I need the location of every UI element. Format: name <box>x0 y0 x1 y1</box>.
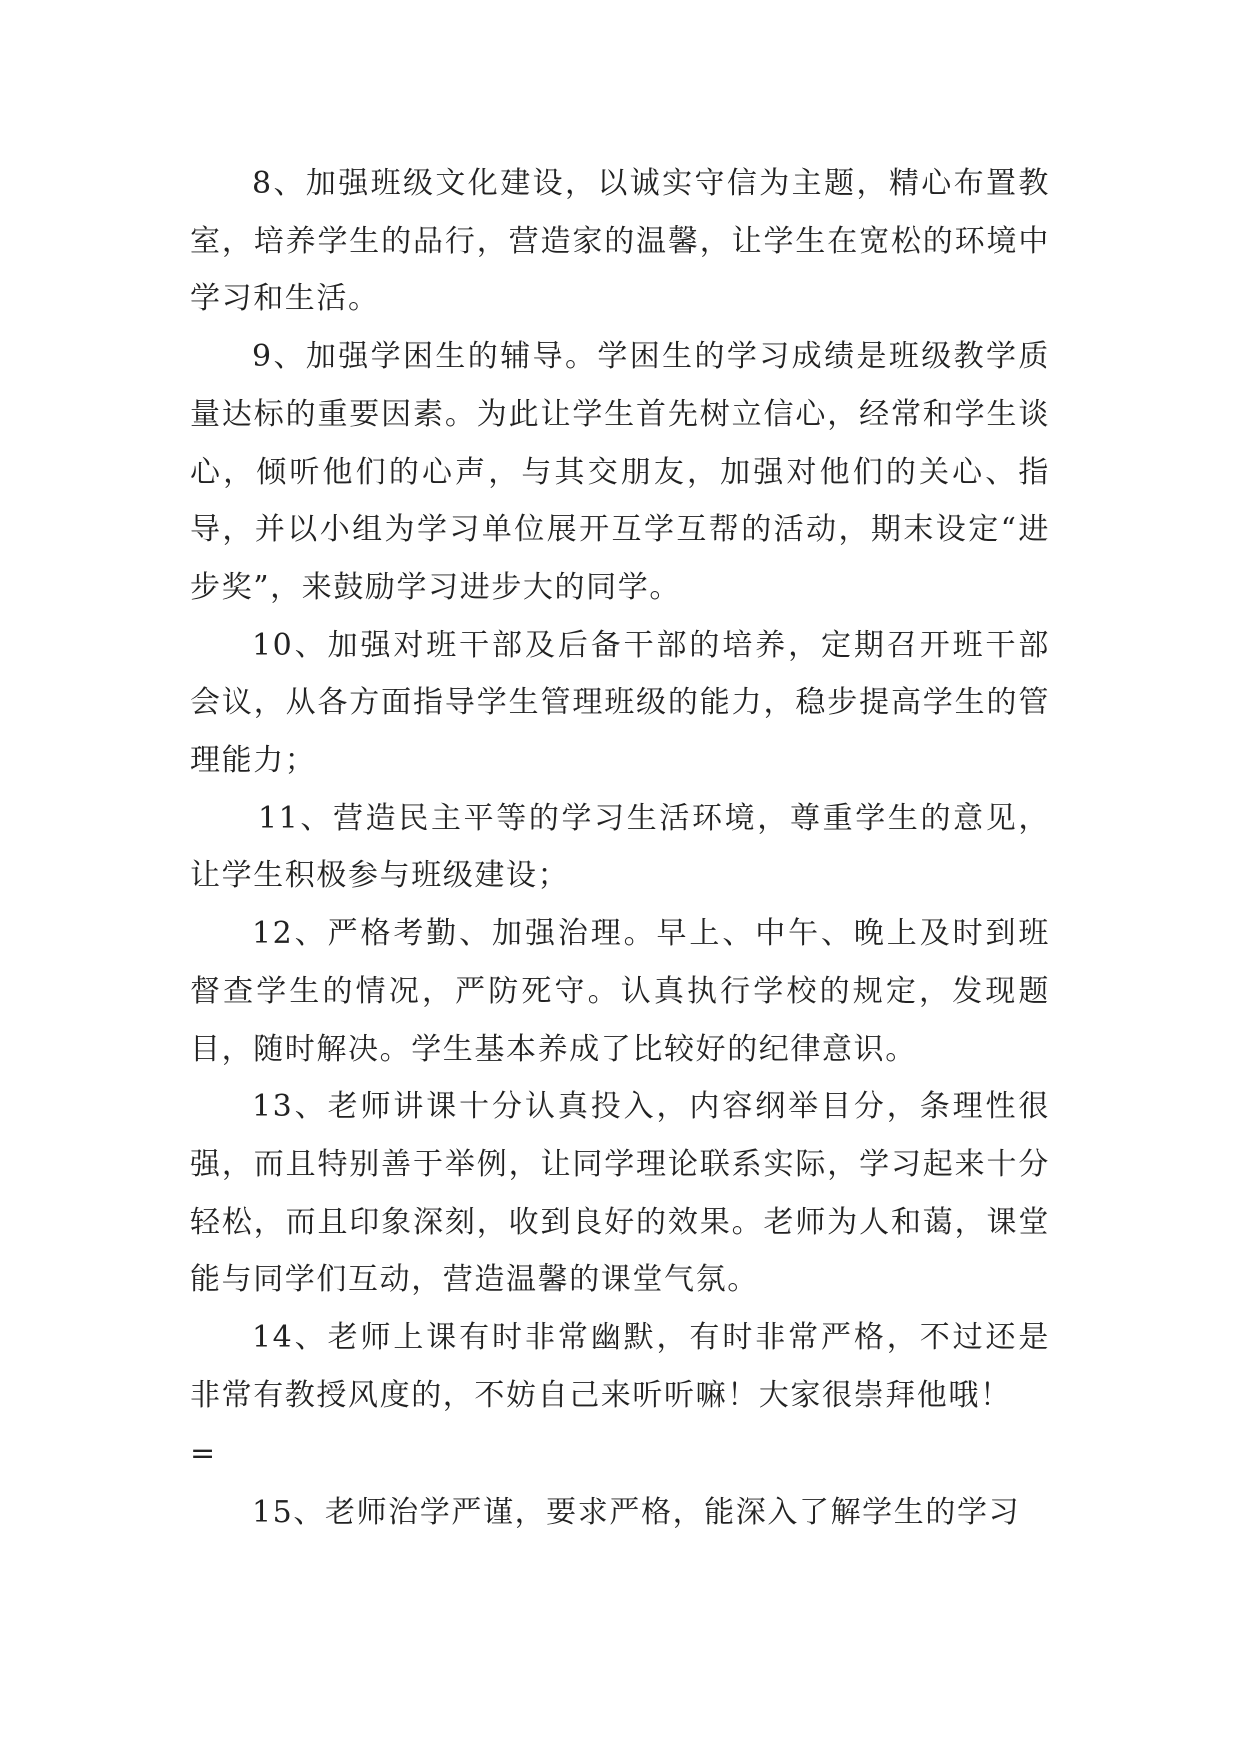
paragraph-13: 13、老师讲课十分认真投入，内容纲举目分，条理性很强，而且特别善于举例，让同学理论联系实际，学习起来十分轻松，而且印象深刻，收到良好的效果。老师为人和蔼，课堂能与同学们互动，营造温馨的课堂气氛。 <box>190 1089 1050 1298</box>
paragraph-15: 15、老师治学严谨，要求严格，能深入了解学生的学习 <box>252 1495 1021 1531</box>
paragraph-10: 10、加强对班干部及后备干部的培养，定期召开班干部会议，从各方面指导学生管理班级的能力，稳步提高学生的管理能力； <box>190 627 1050 779</box>
paragraph-14: 14、老师上课有时非常幽默，有时非常严格，不过还是非常有教授风度的，不妨自己来听听嘛！大家很崇拜他哦！ <box>190 1320 1050 1413</box>
paragraph-12: 12、严格考勤、加强治理。早上、中午、晚上及时到班督查学生的情况，严防死守。认真执行学校的规定，发现题目，随时解决。学生基本养成了比较好的纪律意识。 <box>190 916 1050 1067</box>
paragraph-11: 11、营造民主平等的学习生活环境，尊重学生的意见，让学生积极参与班级建设； <box>190 800 1050 894</box>
document-body <box>190 155 1050 1542</box>
paragraph-8: 8、加强班级文化建设，以诚实守信为主题，精心布置教室，培养学生的品行，营造家的温馨，让学生在宽松的环境中学习和生活。 <box>190 166 1050 317</box>
paragraph-14-tail: = <box>190 1436 217 1472</box>
paragraph-9: 9、加强学困生的辅导。学困生的学习成绩是班级教学质量达标的重要因素。为此让学生首先树立信心，经常和学生谈心，倾听他们的心声，与其交朋友，加强对他们的关心、指导，并以小组为学习单位展开互学互帮的活动，期末设定“进步奖”，来鼓励学习进步大的同学。 <box>190 339 1050 605</box>
